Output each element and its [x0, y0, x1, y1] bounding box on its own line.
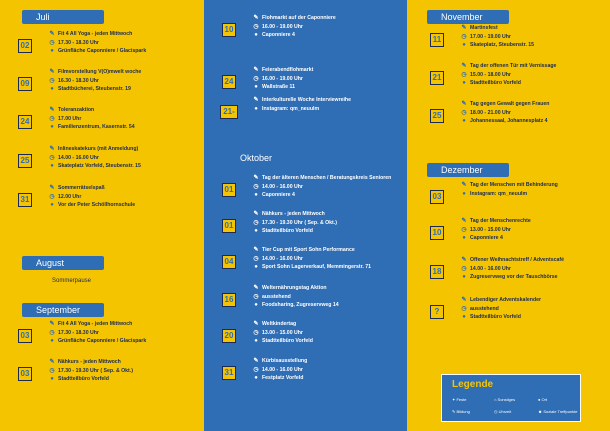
event-title: ✎ Flohmarkt auf der Caponniere [253, 15, 336, 21]
event-title: ✎ Welternährungstag Aktion [253, 285, 327, 291]
event-location: ● Caponniere 4 [460, 234, 610, 243]
event-entry [460, 256, 610, 282]
clock-icon: ◷ [49, 115, 55, 122]
event-title: ✎ Interkulturelle Woche Interviewreihe [253, 97, 351, 103]
clock-icon: ◷ [49, 329, 55, 336]
category-icon: ✎ [253, 97, 259, 103]
clock-icon: ◷ [49, 193, 55, 200]
event-entry [48, 184, 204, 210]
location-pin-icon: ● [462, 274, 466, 280]
category-icon: ✎ [253, 358, 259, 364]
clock-icon: ◷ [461, 265, 467, 272]
location-pin-icon: ● [254, 192, 258, 198]
event-entry [460, 296, 610, 322]
legend-item-sonstiges: ⌂ Sonstiges [494, 397, 516, 402]
month-header-dezember: Dezember [427, 163, 509, 177]
event-entry [48, 30, 204, 56]
category-icon: ✎ [461, 182, 467, 188]
clock-icon: ◷ [49, 154, 55, 161]
event-entry [252, 284, 408, 310]
event-location: ● Johannessaal, Johannesplatz 4 [460, 117, 610, 126]
event-date-badge: 10 [222, 23, 236, 37]
clock-icon: ◷ [461, 71, 467, 78]
event-entry [460, 217, 610, 243]
event-location: ● Grünfläche Caponniere / Glacispark [48, 47, 204, 56]
event-entry [48, 320, 204, 346]
event-location: ● Familienzentrum, Kasernstr. 54 [48, 123, 204, 132]
event-date-badge: 31 [18, 193, 32, 207]
event-date-badge: 10 [430, 226, 444, 240]
location-pin-icon: ● [254, 302, 258, 308]
event-title: ✎ Feierabendflohmarkt [253, 67, 314, 73]
event-entry [252, 96, 408, 113]
clock-icon: ◷ [461, 109, 467, 116]
event-date-badge: 21 [430, 71, 444, 85]
location-pin-icon: ● [254, 228, 258, 234]
event-title: ✎ Filmvorstellung V(O)mwelt woche [49, 69, 142, 75]
event-time: ◷ 16.30 - 18.30 Uhr [49, 77, 99, 84]
clock-icon: ◷ [253, 219, 259, 226]
event-location: ● Stadtteilbüro Vorfeld [460, 79, 610, 88]
clock-icon: ◷ [49, 367, 55, 374]
event-time: ◷ 17.30 - 18.30 Uhr [49, 329, 99, 336]
event-date-badge: 01 [222, 219, 236, 233]
location-pin-icon: ● [462, 42, 466, 48]
event-entry [252, 210, 408, 236]
event-title: ✎ Toleranzaktion [49, 107, 95, 113]
location-pin-icon: ● [254, 375, 258, 381]
event-time: ◷ ausstehend [461, 305, 499, 312]
location-pin-icon: ● [50, 48, 54, 54]
event-title: ✎ Lebendiger Adventskalender [461, 297, 542, 303]
month-header-oktober: Oktober [226, 151, 308, 165]
event-date-badge: 20 [222, 329, 236, 343]
event-location: ● Skateplatz Vorfeld, Steubenstr. 15 [48, 162, 204, 171]
clock-icon: ● [462, 190, 466, 197]
event-time: ◷ 15.00 - 18.00 Uhr [461, 71, 511, 78]
location-pin-icon: ● [50, 86, 54, 92]
event-title: ✎ Offener Weihnachtstreff / Adventscafé [461, 257, 564, 263]
event-location: ● Caponniere 4 [252, 31, 408, 40]
event-entry [460, 181, 610, 198]
event-date-badge: 02 [18, 39, 32, 53]
event-date-badge: 24 [18, 115, 32, 129]
month-header-november: November [427, 10, 509, 24]
event-title: ✎ Sommerrätselspaß [49, 185, 105, 191]
category-icon: ✎ [253, 211, 259, 217]
event-time: ◷ 12.00 Uhr [49, 193, 82, 200]
category-icon: ✎ [49, 31, 55, 37]
event-title: ✎ Martinsfest [461, 25, 498, 31]
category-icon: ✎ [49, 107, 55, 113]
event-entry [48, 106, 204, 132]
legend-title: Legende [452, 379, 494, 390]
category-icon: ✎ [49, 359, 55, 365]
event-entry [460, 24, 610, 50]
event-date-badge: 01 [222, 183, 236, 197]
event-title: ✎ Fit 4 All Yoga - jeden Mittwoch [49, 31, 133, 37]
category-icon: ✎ [253, 15, 259, 21]
event-time: ◷ 18.00 - 21.00 Uhr [461, 109, 511, 116]
month-header-august: August [22, 256, 104, 270]
event-title: ✎ Nähkurs - jeden Mittwoch [253, 211, 325, 217]
event-time: ◷ 13.00 - 15.00 Uhr [253, 329, 303, 336]
event-location: ● Stadtbücherei, Steubenstr. 19 [48, 85, 204, 94]
event-title: ✎ Kürbisausstellung [253, 358, 308, 364]
location-pin-icon: ● [50, 202, 54, 208]
event-date-badge: 09 [18, 77, 32, 91]
event-location: ● Stadtteilbüro Vorfeld [252, 337, 408, 346]
location-pin-icon: ● [50, 338, 54, 344]
event-date-badge: 11 [430, 33, 444, 47]
location-pin-icon: ● [462, 80, 466, 86]
event-time: ◷ 17.00 - 19.00 Uhr [461, 33, 511, 40]
august-note: Sommerpause [52, 278, 92, 284]
category-icon: ✎ [461, 101, 467, 107]
event-time: ◷ 13.00 - 15.00 Uhr [461, 226, 511, 233]
location-pin-icon: ● [50, 124, 54, 130]
location-pin-icon: ● [254, 32, 258, 38]
event-entry [252, 246, 408, 272]
event-location: ● Vor der Peter Schöllhornschule [48, 201, 204, 210]
event-location: ● Skateplatz, Steubenstr. 15 [460, 41, 610, 50]
location-pin-icon: ● [254, 264, 258, 270]
event-location: ● Caponniere 4 [252, 191, 408, 200]
event-time: ● Instagram: qm_neuulm [252, 105, 408, 114]
event-entry [252, 14, 408, 40]
location-pin-icon: ● [50, 376, 54, 382]
clock-icon: ◷ [253, 183, 259, 190]
event-time: ◷ 17.30 - 19.30 Uhr ( Sep. & Okt.) [49, 367, 133, 374]
event-entry [252, 66, 408, 92]
clock-icon: ◷ [461, 305, 467, 312]
legend [441, 374, 581, 422]
legend-item-feste: ✦ Feste [452, 397, 467, 402]
clock-icon: ◷ [253, 293, 259, 300]
event-date-badge: 03 [18, 367, 32, 381]
category-icon: ✎ [253, 247, 259, 253]
clock-icon: ● [254, 105, 258, 112]
event-location: ● Stadtteilbüro Vorfeld [48, 375, 204, 384]
event-title: ✎ Tag der älteren Menschen / Beratungskreis Senioren [253, 175, 392, 181]
event-location: ● Wallstraße 11 [252, 83, 408, 92]
event-title: ✎ Tag der Menschen mit Behinderung [461, 182, 558, 188]
location-pin-icon: ● [50, 163, 54, 169]
event-time: ◷ ausstehend [253, 293, 291, 300]
location-pin-icon: ● [462, 235, 466, 241]
clock-icon: ◷ [461, 226, 467, 233]
clock-icon: ◷ [461, 33, 467, 40]
event-date-badge: 24 [222, 75, 236, 89]
event-date-badge: 04 [222, 255, 236, 269]
category-icon: ✎ [253, 175, 259, 181]
event-entry [48, 358, 204, 384]
event-title: ✎ Fit 4 All Yoga - jeden Mittwoch [49, 321, 133, 327]
legend-item-bildung: ✎ Bildung [452, 409, 470, 414]
event-title: ✎ Tier Cup mit Sport Sohn Performance [253, 247, 355, 253]
event-entry [252, 320, 408, 346]
category-icon: ✎ [49, 185, 55, 191]
event-location: ● Festplatz Vorfeld [252, 374, 408, 383]
event-date-badge: 31 [222, 366, 236, 380]
clock-icon: ◷ [49, 39, 55, 46]
category-icon: ✎ [461, 25, 467, 31]
event-location: ● Stadtteilbüro Vorfeld [252, 227, 408, 236]
event-location: ● Foodsharing, Zugreservweg 14 [252, 301, 408, 310]
event-time: ◷ 14.00 - 16.00 Uhr [253, 255, 303, 262]
event-time: ◷ 14.00 - 16.00 Uhr [253, 366, 303, 373]
location-pin-icon: ● [254, 84, 258, 90]
legend-item-uhrzeit: ◷ Uhrzeit [494, 409, 512, 414]
event-date-badge: 16 [222, 293, 236, 307]
category-icon: ✎ [461, 218, 467, 224]
category-icon: ✎ [49, 146, 55, 152]
event-title: ✎ Tag der offenen Tür mit Vernissage [461, 63, 557, 69]
event-title: ✎ Nähkurs - jeden Mittwoch [49, 359, 121, 365]
event-time: ◷ 14.00 - 16.00 Uhr [49, 154, 99, 161]
event-time: ◷ 17.30 - 19.30 Uhr ( Sep. & Okt.) [253, 219, 337, 226]
location-pin-icon: ● [254, 338, 258, 344]
event-date-badge: 18 [430, 265, 444, 279]
event-date-badge: 21-28 [220, 105, 238, 119]
event-date-badge: ? [430, 305, 444, 319]
category-icon: ✎ [461, 257, 467, 263]
event-title: ✎ Weltkindertag [253, 321, 297, 327]
clock-icon: ◷ [253, 23, 259, 30]
category-icon: ✎ [253, 285, 259, 291]
category-icon: ✎ [253, 67, 259, 73]
category-icon: ✎ [49, 69, 55, 75]
category-icon: ✎ [461, 297, 467, 303]
event-location: ● Stadtteilbüro Vorfeld [460, 313, 610, 322]
event-time: ◷ 17.30 - 18.30 Uhr [49, 39, 99, 46]
location-pin-icon: ● [462, 118, 466, 124]
event-title: ✎ Inlineskatekurs (mit Anmeldung) [49, 146, 139, 152]
event-location: ● Sport Sohn Lagerverkauf, Memmingerstr. 71 [252, 263, 408, 272]
event-time: ◷ 16.00 - 19.00 Uhr [253, 75, 303, 82]
event-entry [460, 100, 610, 126]
event-location: ● Grünfläche Caponniere / Glacispark [48, 337, 204, 346]
legend-item-ort: ● Ort [538, 397, 548, 402]
event-time: ◷ 14.00 - 16.00 Uhr [461, 265, 511, 272]
event-title: ✎ Tag der Menschenrechte [461, 218, 531, 224]
clock-icon: ◷ [253, 255, 259, 262]
location-pin-icon: ● [462, 314, 466, 320]
legend-item-treffpunkte: ☻ Soziale Treffpunkte [538, 409, 578, 414]
category-icon: ✎ [461, 63, 467, 69]
clock-icon: ◷ [49, 77, 55, 84]
event-time: ◷ 17.00 Uhr [49, 115, 82, 122]
month-header-september: September [22, 303, 104, 317]
event-time: ◷ 16.00 - 19.00 Uhr [253, 23, 303, 30]
event-time: ● Instagram: qm_neuulm [460, 190, 610, 199]
event-date-badge: 03 [430, 190, 444, 204]
category-icon: ✎ [253, 321, 259, 327]
event-entry [252, 357, 408, 383]
clock-icon: ◷ [253, 329, 259, 336]
event-date-badge: 03 [18, 329, 32, 343]
category-icon: ✎ [49, 321, 55, 327]
event-title: ✎ Tag gegen Gewalt gegen Frauen [461, 101, 550, 107]
clock-icon: ◷ [253, 366, 259, 373]
month-header-juli: Juli [22, 10, 104, 24]
event-time: ◷ 14.00 - 16.00 Uhr [253, 183, 303, 190]
event-entry [252, 174, 408, 200]
event-date-badge: 25 [430, 109, 444, 123]
event-entry [48, 68, 204, 94]
event-entry [460, 62, 610, 88]
event-location: ● Zugreservweg vor der Tauschbörse [460, 273, 610, 282]
event-date-badge: 25 [18, 154, 32, 168]
event-entry [48, 145, 204, 171]
clock-icon: ◷ [253, 75, 259, 82]
